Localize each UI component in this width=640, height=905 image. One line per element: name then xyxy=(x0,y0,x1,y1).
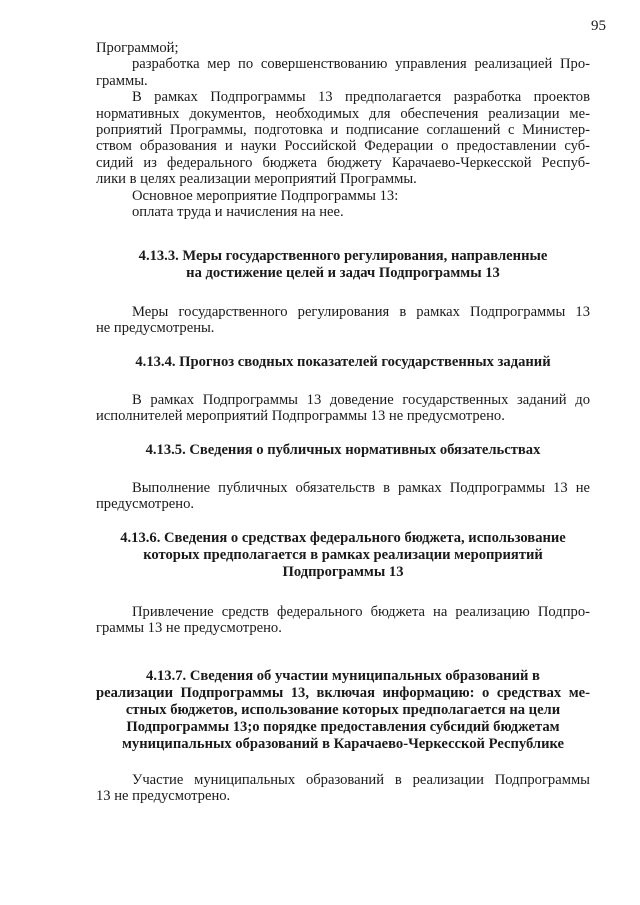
text-line: Выполнение публичных обязательств в рамках Подпрограммы 13 не xyxy=(132,480,590,496)
text-line: не предусмотрены. xyxy=(96,320,215,337)
text-line: Участие муниципальных образований в реализации Подпрограммы xyxy=(132,772,590,788)
text-line: В рамках Подпрограммы 13 предполагается разработка проектов xyxy=(132,89,590,106)
text-line: Меры государственного регулирования в рамках Подпрограммы 13 xyxy=(132,304,590,320)
section-heading-4-13-3 xyxy=(96,248,590,282)
section-heading-4-13-7 xyxy=(96,668,590,753)
text-line: Основное мероприятие Подпрограммы 13: xyxy=(132,187,399,204)
heading-line: на достижение целей и задач Подпрограммы 13 xyxy=(186,265,500,281)
text-line: нормативных документов, необходимых для обеспечения реализации ме- xyxy=(96,105,590,122)
section-heading-4-13-6 xyxy=(96,530,590,581)
text-line: исполнителей мероприятий Подпрограммы 13 не предусмотрено. xyxy=(96,408,505,425)
section-heading-4-13-4 xyxy=(96,354,590,371)
heading-line: 4.13.5. Сведения о публичных нормативных обязательствах xyxy=(145,442,541,458)
section-body-4-13-3 xyxy=(96,304,590,337)
text-line: Программой; xyxy=(96,40,179,56)
text-line: предусмотрено. xyxy=(96,496,195,513)
text-line: 13 не предусмотрено. xyxy=(96,788,231,805)
text-line: роприятий Программы, подготовка и подписание соглашений с Министер- xyxy=(96,122,590,139)
text-line: граммы 13 не предусмотрено. xyxy=(96,620,282,637)
page-number: 95 xyxy=(591,18,606,34)
heading-line: Подпрограммы 13 xyxy=(282,564,404,580)
heading-line: Подпрограммы 13;о порядке предоставления субсидий бюджетам xyxy=(126,719,560,735)
intro-text xyxy=(96,40,590,220)
heading-line: 4.13.3. Меры государственного регулирования, направленные xyxy=(138,248,548,264)
text-line: сидий из федерального бюджета бюджету Карачаево-Черкесской Респуб- xyxy=(96,154,590,171)
text-line: оплата труда и начисления на нее. xyxy=(132,204,344,221)
text-line: В рамках Подпрограммы 13 доведение государственных заданий до xyxy=(132,392,590,408)
text-line: Привлечение средств федерального бюджета на реализацию Подпро- xyxy=(132,604,590,620)
section-body-4-13-5 xyxy=(96,480,590,513)
heading-line: 4.13.6. Сведения о средствах федерального бюджета, использование xyxy=(120,530,566,546)
section-body-4-13-6 xyxy=(96,604,590,637)
text-line: граммы. xyxy=(96,72,148,89)
heading-line: 4.13.4. Прогноз сводных показателей государственных заданий xyxy=(135,354,551,370)
text-line: ством образования и науки Российской Федерации о предоставлении суб- xyxy=(96,138,590,155)
section-heading-4-13-5 xyxy=(96,442,590,459)
section-body-4-13-7 xyxy=(96,772,590,805)
heading-line: муниципальных образований в Карачаево-Черкесской Республике xyxy=(121,736,565,752)
text-line: лики в целях реализации мероприятий Программы. xyxy=(96,171,417,188)
section-body-4-13-4 xyxy=(96,392,590,425)
heading-line: стных бюджетов, использование которых предполагается на цели xyxy=(125,702,561,718)
heading-line: реализации Подпрограммы 13, включая информацию: о средствах ме- xyxy=(96,685,590,701)
heading-line: которых предполагается в рамках реализации мероприятий xyxy=(143,547,543,563)
text-line: разработка мер по совершенствованию управления реализацией Про- xyxy=(132,56,590,73)
heading-line: 4.13.7. Сведения об участии муниципальных образований в xyxy=(146,668,540,684)
